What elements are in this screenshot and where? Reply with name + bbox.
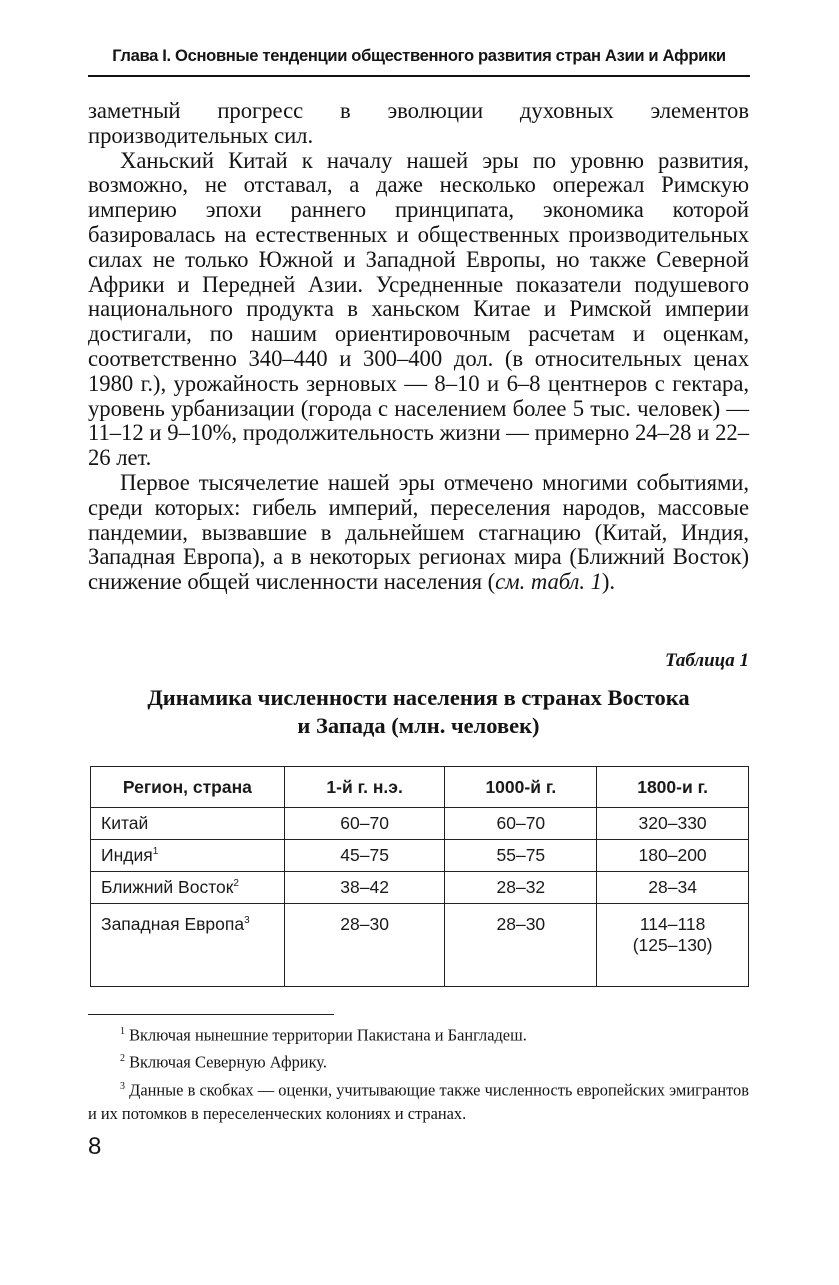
footnote-number: 1 [120,1026,125,1037]
paragraph-3-end: ). [601,569,616,595]
value-cell: 320–330 [597,808,749,840]
header-year-1000: 1000-й г. [445,767,597,808]
footnote-number: 3 [120,1080,125,1092]
table-header-row [91,767,749,808]
region-cell [91,808,285,840]
footnote-marker: 2 [233,878,239,890]
region-cell [91,872,285,904]
value-cell: 180–200 [597,840,749,872]
page-number: 8 [88,1133,102,1160]
footnote [88,1020,749,1047]
value-cell: 60–70 [284,808,445,840]
table-reference: см. табл. 1 [495,569,602,595]
table-row [91,840,749,872]
table-row [91,872,749,904]
footnote-marker: 3 [244,915,250,927]
value-estimate: 114–118 [639,914,706,934]
footnote [88,1047,749,1074]
value-cell [597,904,749,987]
table-label: Таблица 1 [664,650,749,671]
region-name: Индия [101,845,153,865]
value-cell: 38–42 [284,872,445,904]
value-cell: 60–70 [445,808,597,840]
footnote-rule [88,1014,334,1015]
region-cell [91,840,285,872]
footnote [88,1075,749,1126]
paragraph-1: заметный прогресс в эволюции духовных элементов производительных сил. [88,98,749,148]
value-cell: 55–75 [445,840,597,872]
footnote-marker: 1 [152,846,159,858]
footnote-text: Включая Северную Африку. [125,1052,327,1072]
running-head: Глава I. Основные тенденции общественного развития стран Азии и Африки [88,46,750,77]
body-text [88,99,749,595]
region-cell [91,904,285,987]
table-title-line-2: и Запада (млн. человек) [297,713,540,738]
table-row [91,808,749,840]
value-cell: 28–30 [284,904,445,987]
footnote-text: Включая нынешние территории Пакистана и Бангладеш. [125,1025,527,1045]
paragraph-3-text: Первое тысячелетие нашей эры отмечено многими событиями, среди которых: гибель империй, переселения народов, массовые пандемии, вызвавшие в дальнейшем стагнацию (Китай, Индия, Западная Европа), а в некоторых регионах мира (Ближний Восток) снижение общей численности населения ( [88,469,749,595]
table-row [91,904,749,987]
header-year-1800: 1800-и г. [597,767,749,808]
region-name: Западная Европа [101,914,245,934]
region-name: Ближний Восток [101,877,234,897]
footnotes [88,1020,749,1126]
footnote-text: Данные в скобках — оценки, учитывающие также численность европейских эмигрантов и их потомков в переселенческих колониях и странах. [88,1080,749,1123]
value-estimate-alt: (125–130) [632,935,713,955]
value-cell: 45–75 [284,840,445,872]
table-title [88,684,749,740]
population-table [90,766,749,987]
paragraph-3 [88,471,749,595]
table-title-line-1: Динамика численности населения в странах Востока [147,685,690,710]
value-cell: 28–32 [445,872,597,904]
value-cell: 28–34 [597,872,749,904]
header-region: Регион, страна [91,767,285,808]
value-cell: 28–30 [445,904,597,987]
header-year-1: 1-й г. н.э. [284,767,445,808]
region-name: Китай [101,813,149,833]
footnote-number: 2 [120,1053,125,1065]
paragraph-2: Ханьский Китай к началу нашей эры по уровню развития, возможно, не отставал, а даже несколько опережал Римскую империю эпохи раннего принципата, экономика которой базировалась на естественных и общественных производительных силах не только Южной и Западной Европы, но также Северной Африки и Передней Азии. Усредненные показатели подушевого национального продукта в ханьском Китае и Римской империи достигали, по нашим ориентировочным расчетам и оценкам, соответственно 340–440 и 300–400 дол. (в относительных ценах 1980 г.), урожайность зерновых — 8–10 и 6–8 центнеров с гектара, уровень урбанизации (города с населением более 5 тыс. человек) — 11–12 и 9–10%, продолжительность жизни — примерно 24–28 и 22–26 лет. [88,147,749,471]
